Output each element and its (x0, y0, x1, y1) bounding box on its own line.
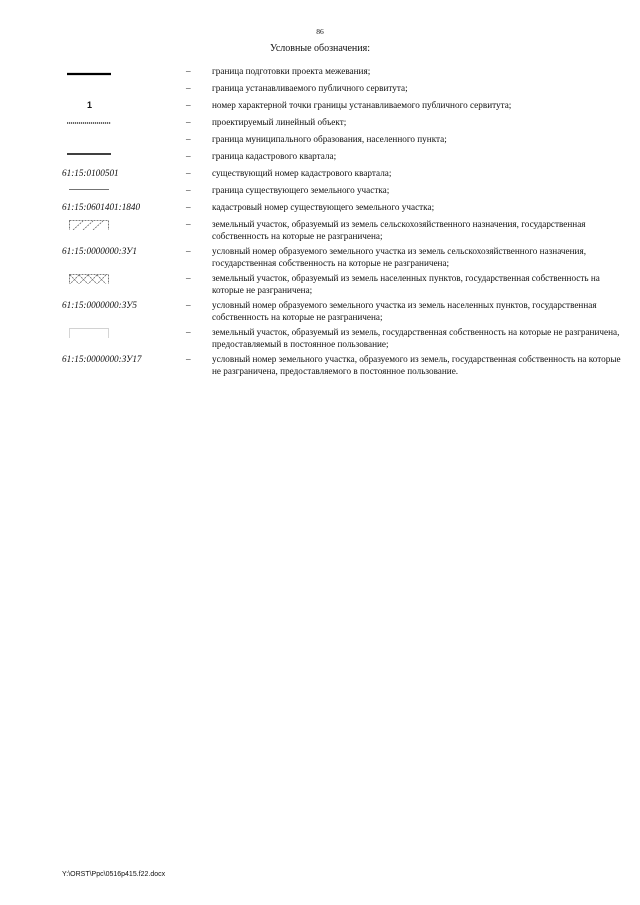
settlement-parcel-symbol (62, 273, 186, 285)
legend-text: граница устанавливаемого публичного сервитута; (212, 83, 408, 93)
legend-row (62, 185, 627, 202)
legend-text: условный номер образуемого земельного участка из земель сельскохозяйственного назначения, государственная собственность на которые не разграничена; (212, 246, 586, 268)
legend-dash: – (186, 246, 191, 256)
solid-line-icon (67, 152, 111, 156)
legend-text: граница кадастрового квартала; (212, 151, 337, 161)
municipal-boundary-symbol (62, 134, 186, 146)
legend-row (62, 246, 627, 273)
existing-parcel-boundary-symbol (62, 185, 186, 197)
legend-row (62, 134, 627, 151)
cross-hatch-icon (69, 274, 109, 284)
legend-text: существующий номер кадастрового квартала; (212, 168, 392, 178)
legend-dash: – (186, 117, 191, 127)
legend-row (62, 202, 627, 219)
legend-text: земельный участок, образуемый из земель, государственная собственность на которые не разграничена, предоставляемый в постоянное пользование; (212, 327, 620, 349)
cadastral-quarter-boundary-symbol (62, 151, 186, 163)
legend-text: земельный участок, образуемый из земель сельскохозяйственного назначения, государственная собственность на которые не разграничена; (212, 219, 586, 241)
legend-row (62, 354, 627, 381)
point-number-label: 1 (87, 100, 93, 110)
legend-text: земельный участок, образуемый из земель населенных пунктов, государственная собственность на которые не разграничена; (212, 273, 600, 295)
conditional-number-symbol: 61:15:0000000:ЗУ1 (62, 246, 137, 256)
legend-row (62, 327, 627, 354)
legend-text: условный номер образуемого земельного участка из земель населенных пунктов, государственная собственность на которые не разграничена; (212, 300, 597, 322)
legend-row (62, 300, 627, 327)
legend-dash: – (186, 202, 191, 212)
conditional-number-symbol: 61:15:0000000:ЗУ17 (62, 354, 142, 364)
legend-row (62, 219, 627, 246)
legend-row (62, 117, 627, 134)
thin-line-icon (67, 188, 111, 191)
dotted-line-icon (67, 121, 111, 126)
legend-row (62, 83, 627, 100)
legend-text: номер характерной точки границы устанавливаемого публичного сервитута; (212, 100, 512, 110)
legend-dash: – (186, 134, 191, 144)
file-path-footer: Y:\ORST\Ppc\0516p415.f22.docx (62, 871, 166, 878)
page-number: 86 (316, 27, 324, 36)
thick-line-icon (67, 72, 111, 76)
point-number-symbol (62, 100, 186, 112)
legend-dash: – (186, 83, 191, 93)
conditional-number-symbol: 61:15:0000000:ЗУ5 (62, 300, 137, 310)
legend-dash: – (186, 273, 191, 283)
linear-object-symbol (62, 117, 186, 129)
legend-dash: – (186, 354, 191, 364)
legend-dash: – (186, 100, 191, 110)
legend-dash: – (186, 168, 191, 178)
legend-dash: – (186, 300, 191, 310)
dotted-rect-icon (69, 328, 109, 338)
project-boundary-symbol (62, 66, 186, 78)
legend (62, 66, 627, 381)
legend-text: условный номер земельного участка, образуемого из земель, государственная собственность на которые не разграничена, предоставляемого в постоянное пользование. (212, 354, 621, 376)
legend-text: кадастровый номер существующего земельного участка; (212, 202, 435, 212)
legend-row (62, 273, 627, 300)
legend-row (62, 66, 627, 83)
legend-dash: – (186, 219, 191, 229)
legend-row (62, 168, 627, 185)
legend-text: проектируемый линейный объект; (212, 117, 347, 127)
legend-text: граница муниципального образования, населенного пункта; (212, 134, 447, 144)
cadastral-number-symbol: 61:15:0601401:1840 (62, 202, 141, 212)
servitude-boundary-symbol (62, 83, 186, 95)
diagonal-hatch-icon (69, 220, 109, 230)
legend-dash: – (186, 327, 191, 337)
legend-row (62, 100, 627, 117)
legend-title: Условные обозначения: (269, 43, 370, 54)
quarter-number-symbol: 61:15:0100501 (62, 168, 119, 178)
legend-row (62, 151, 627, 168)
agricultural-parcel-symbol (62, 219, 186, 231)
legend-text: граница существующего земельного участка; (212, 185, 390, 195)
legend-dash: – (186, 185, 191, 195)
permanent-use-parcel-symbol (62, 327, 186, 339)
legend-dash: – (186, 151, 191, 161)
legend-dash: – (186, 66, 191, 76)
legend-text: граница подготовки проекта межевания; (212, 66, 371, 76)
